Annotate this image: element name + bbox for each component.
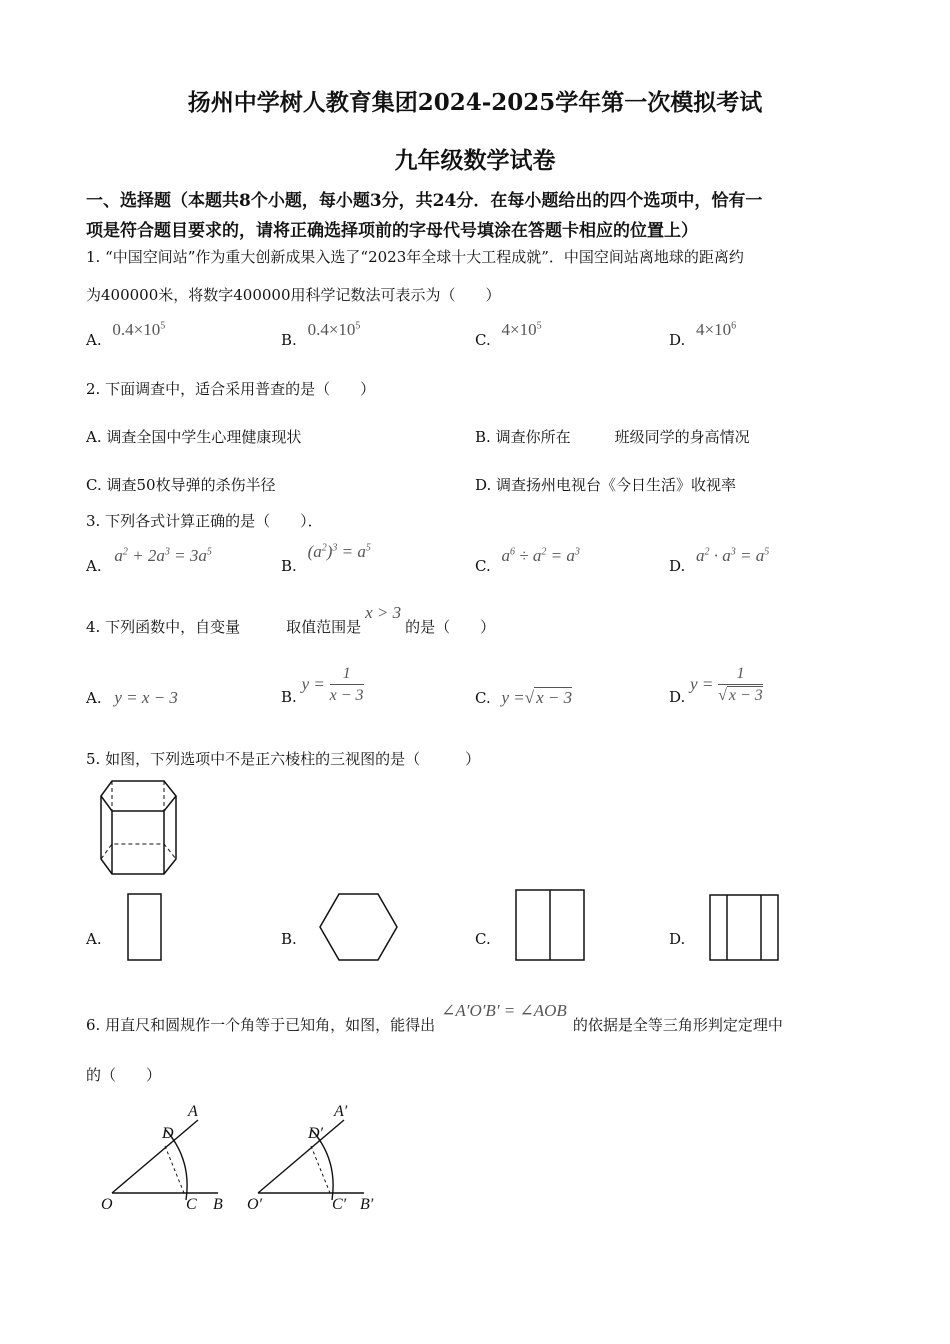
fraction: $\frac{1}{√ x - 3}$ bbox=[718, 665, 763, 704]
q3-option-b[interactable]: B. $(a^2)^3 = a^5$ bbox=[281, 542, 371, 575]
q4-option-b[interactable]: B. y = $\frac{1}{x - 3}$ bbox=[281, 665, 364, 706]
label-A: A bbox=[188, 1103, 198, 1120]
label-B-prime: B′ bbox=[360, 1196, 374, 1213]
option-math: $a^2 + 2a^3 = 3a^5$ bbox=[114, 546, 212, 565]
section-heading-line1: 一、选择题（本题共8个小题，每小题3分，共24分．在每小题给出的四个选项中，恰有一 bbox=[86, 191, 763, 211]
q1-stem-line2: 为400000米，将数字400000用科学记数法可表示为（ ） bbox=[86, 286, 501, 304]
q2-option-a[interactable]: A. 调查全国中学生心理健康现状 bbox=[86, 428, 302, 446]
option-math: $4\times 10^6$ bbox=[696, 320, 737, 339]
q4-option-a[interactable]: A. y = x − 3 bbox=[86, 688, 178, 707]
option-math: $(a^2)^3 = a^5$ bbox=[307, 542, 371, 561]
q3-option-a[interactable]: A. $a^2 + 2a^3 = 3a^5$ bbox=[86, 546, 212, 575]
q5-option-c[interactable]: C. bbox=[475, 930, 491, 948]
label-O-prime: O′ bbox=[247, 1196, 263, 1213]
option-label: C. bbox=[475, 331, 491, 349]
q5-stem: 5. 如图，下列选项中不是正六棱柱的三视图的是（ ） bbox=[86, 750, 481, 768]
q2-option-d[interactable]: D. 调查扬州电视台《今日生活》收视率 bbox=[475, 476, 737, 494]
option-math: $a^2 \cdot a^3 = a^5$ bbox=[696, 546, 770, 565]
option-math: $4\times 10^5$ bbox=[501, 320, 542, 339]
label-D: D bbox=[162, 1125, 174, 1142]
q2-option-c[interactable]: C. 调查50枚导弹的杀伤半径 bbox=[86, 476, 276, 494]
q3-option-d[interactable]: D. $a^2 \cdot a^3 = a^5$ bbox=[669, 546, 770, 575]
option-label: D. bbox=[669, 331, 686, 349]
label-D-prime: D′ bbox=[308, 1125, 324, 1142]
q5-option-d[interactable]: D. bbox=[669, 930, 686, 948]
option-label: B. bbox=[281, 331, 297, 349]
q4-option-c[interactable]: C. y =√ x − 3 bbox=[475, 688, 573, 707]
q2-option-b[interactable]: B. 调查你所在 班级同学的身高情况 bbox=[475, 428, 750, 446]
q6-stem-line2: 的（ ） bbox=[86, 1066, 162, 1084]
q5-option-b[interactable]: B. bbox=[281, 930, 297, 948]
section-heading-line2: 项是符合题目要求的，请将正确选择项前的字母代号填涂在答题卡相应的位置上） bbox=[86, 221, 698, 241]
label-B: B bbox=[213, 1196, 223, 1213]
label-O: O bbox=[101, 1196, 113, 1213]
q3-stem: 3. 下列各式计算正确的是（ ）． bbox=[86, 512, 323, 530]
q3-option-c[interactable]: C. $a^6 \div a^2 = a^3$ bbox=[475, 546, 580, 575]
label-C-prime: C′ bbox=[332, 1196, 347, 1213]
q2-stem: 2. 下面调查中，适合采用普查的是（ ） bbox=[86, 380, 376, 398]
exam-subtitle: 九年级数学试卷 bbox=[394, 147, 556, 174]
exam-title: 扬州中学树人教育集团2024-2025学年第一次模拟考试 bbox=[187, 89, 763, 116]
q1-stem-line1: 1. “中国空间站”作为重大创新成果入选了“2023年全球十大工程成就”．中国空间站离地球的距离约 bbox=[86, 248, 744, 266]
q6-stem: 6. 用直尺和圆规作一个角等于已知角，如图，能得出∠A′O′B′ = ∠AOB的依据是全等三角形判定定理中 bbox=[86, 1001, 783, 1034]
q4-option-d[interactable]: D. y = $\frac{1}{√ x - 3}$ bbox=[669, 665, 763, 706]
label-A-prime: A′ bbox=[334, 1103, 348, 1120]
q4-stem: 4. 下列函数中，自变量 取值范围是x > 3的是（ ） bbox=[86, 603, 496, 636]
option-math: $0.4\times 10^5$ bbox=[112, 320, 166, 339]
option-math: $0.4\times 10^5$ bbox=[307, 320, 361, 339]
label-C: C bbox=[186, 1196, 197, 1213]
option-math: $a^6 \div a^2 = a^3$ bbox=[501, 546, 580, 565]
option-label: A. bbox=[86, 331, 102, 349]
q5-option-a[interactable]: A. bbox=[86, 930, 102, 948]
fraction: $\frac{1}{x - 3}$ bbox=[329, 665, 364, 704]
